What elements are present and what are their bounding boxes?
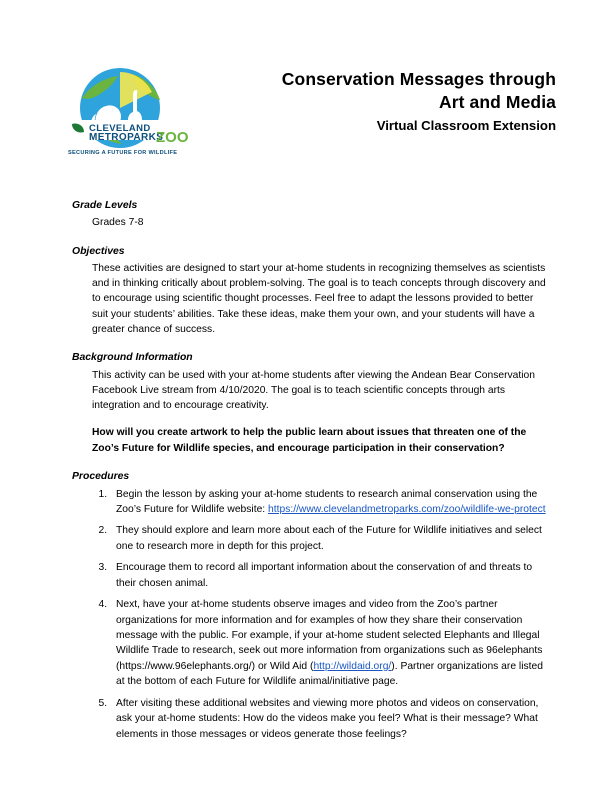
document-header	[0, 0, 612, 160]
title-block	[200, 58, 556, 136]
list-item	[110, 487, 552, 518]
section-heading: Grade Levels	[72, 200, 138, 211]
document-body	[0, 198, 612, 742]
section-paragraph: These activities are designed to start your at-home students in recognizing themselves as scientists and in thinking critically about problem-solving. The goal is to teach concepts through discovery and to encourage using scientific thought processes. Feel free to adapt the lessons provided to better suit your students’ abilities. Take these ideas, make them your own, and your students will have a greater chance of success.	[92, 263, 546, 335]
page-title-line-2: Art and Media	[438, 92, 556, 113]
list-item	[110, 696, 552, 742]
wildlife-we-protect-link[interactable]: https://www.clevelandmetroparks.com/zoo/wildlife-we-protect	[268, 503, 546, 515]
driving-question: How will you create artwork to help the public learn about issues that threaten one of the Zoo’s Future for Wildlife species, and encourage participation in their conservation?	[92, 427, 527, 454]
section-body	[72, 261, 552, 337]
logo-container	[60, 58, 200, 160]
procedure-text-before: After visiting these additional websites and viewing more photos and videos on conservation, ask your at-home students: How do the videos make you feel? What is their message? What elements in those messages or videos generate those feelings?	[116, 697, 539, 740]
section-heading: Procedures	[72, 471, 130, 483]
procedure-text-before: They should explore and learn more about each of the Future for Wildlife initiatives and select one to research more in depth for this project.	[116, 525, 542, 552]
svg-text:CLEVELAND: CLEVELAND	[89, 123, 151, 134]
section-objectives	[72, 244, 552, 338]
section-heading: Background Information	[72, 352, 193, 364]
section-heading: Objectives	[72, 245, 125, 257]
section-paragraph: This activity can be used with your at-home students after viewing the Andean Bear Conservation Facebook Live stream from 4/10/2020. The goal is to teach scientific concepts through arts integration and to encourage creativity.	[92, 369, 536, 412]
svg-text:METROPARKS: METROPARKS	[89, 132, 164, 143]
procedure-text-before: Next, have your at-home students observe images and video from the Zoo’s partner organizations for more information and for examples of how they share their conservation message with the public. For example, if your at-home student selected Elephants and Illegal Wildlife Trade to research, seek out more information from organizations such as 96elephants (https://www.96elephants.org/) or Wild Aid (	[116, 599, 543, 672]
section-body	[72, 215, 552, 230]
procedure-text-after: ). Partner organizations are listed at the bottom of each Future for Wildlife animal/initiative page.	[116, 660, 543, 688]
svg-text:ZOO: ZOO	[156, 129, 189, 146]
procedure-text-before: Begin the lesson by asking your at-home students to research animal conservation using the Zoo’s Future for Wildlife website:	[116, 488, 538, 515]
procedures-list	[72, 487, 552, 743]
procedure-text-before: Encourage them to record all important information about the conservation of and threats to their chosen animal.	[116, 562, 533, 589]
section-paragraph: Grades 7-8	[92, 217, 144, 229]
section-body	[72, 368, 552, 414]
list-item	[110, 560, 552, 591]
section-grade-levels	[72, 198, 552, 231]
wildaid-link[interactable]: http://wildaid.org/	[313, 660, 392, 672]
section-background-information	[72, 350, 552, 456]
svg-text:SECURING A FUTURE FOR WILDLIFE: SECURING A FUTURE FOR WILDLIFE	[68, 150, 178, 156]
page-subtitle: Virtual Classroom Extension	[376, 118, 556, 134]
section-procedures	[72, 469, 552, 742]
list-item	[110, 523, 552, 554]
page-title-line-1: Conservation Messages through	[281, 69, 556, 89]
list-item	[110, 597, 552, 690]
cleveland-metroparks-zoo-logo	[60, 64, 192, 160]
